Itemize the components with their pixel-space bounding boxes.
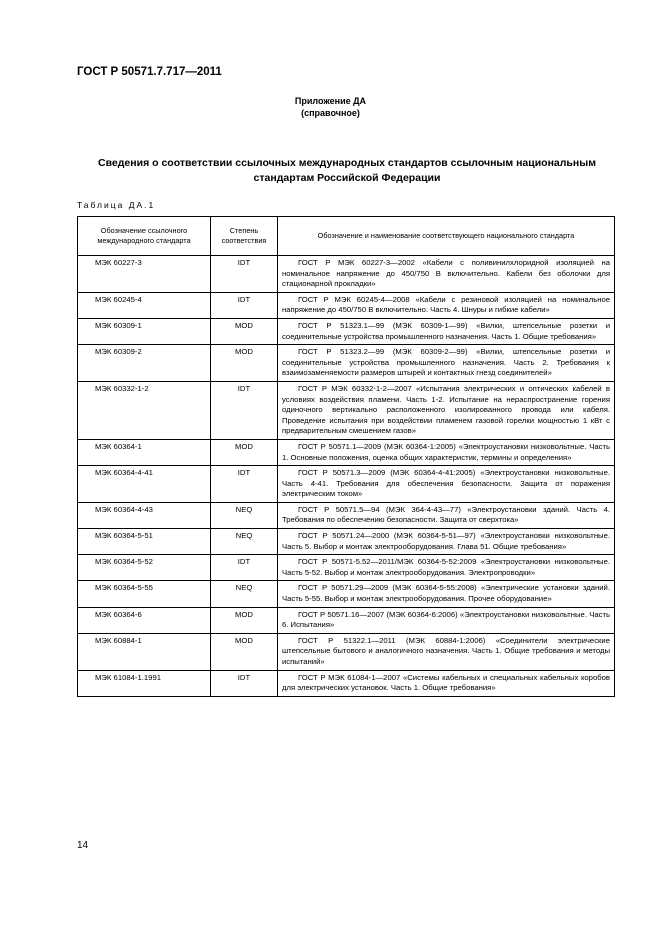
national-standard-cell: ГОСТ Р МЭК 60227-3—2002 «Кабели с поливинилхлоридной изоляцией на номинальное напряжение до 450/750 В включительно. Кабели без оболочки для стационарной прокладки» <box>278 256 615 293</box>
table-row <box>78 581 615 607</box>
table-row <box>78 318 615 344</box>
degree-cell: NEQ <box>211 502 278 528</box>
ref-standard-cell: МЭК 60364-5-55 <box>78 581 211 607</box>
ref-standard-cell: МЭК 60309-1 <box>78 318 211 344</box>
national-standard-cell: ГОСТ Р 50571.5—94 (МЭК 364-4-43—77) «Электроустановки зданий. Часть 4. Требования по обеспечению безопасности. Защита от сверхтока» <box>278 502 615 528</box>
table-row <box>78 466 615 503</box>
national-standard-cell: ГОСТ Р МЭК 61084-1—2007 «Системы кабельных и специальных кабельных коробов для электрических установок. Часть 1. Общие требования» <box>278 670 615 696</box>
degree-cell: IDT <box>211 292 278 318</box>
ref-standard-cell: МЭК 60332-1-2 <box>78 381 211 439</box>
national-standard-cell: ГОСТ Р 50571.24—2000 (МЭК 60364-5-51—97) «Электроустановки низковольтные. Часть 5. Выбор и монтаж электрооборудования. Глава 51. Общие требования» <box>278 529 615 555</box>
ref-standard-cell: МЭК 60309-2 <box>78 345 211 382</box>
ref-standard-cell: МЭК 60364-4-43 <box>78 502 211 528</box>
table-row <box>78 529 615 555</box>
annex-type: (справочное) <box>301 108 360 118</box>
header-ref-standard: Обозначение ссылочного международного стандарта <box>78 217 211 256</box>
degree-cell: MOD <box>211 345 278 382</box>
table-row <box>78 345 615 382</box>
table-row <box>78 256 615 293</box>
table-row <box>78 633 615 670</box>
national-standard-cell: ГОСТ Р МЭК 60332-1-2—2007 «Испытания электрических и оптических кабелей в условиях воздействия пламени. Часть 1-2. Испытание на нераспространение горения одиночного вертикально расположенного изолированного провода или кабеля. Проведение испытания при воздействии пламенем газовой горелки мощностью 1 кВт с предварительным смешением газов» <box>278 381 615 439</box>
ref-standard-cell: МЭК 60364-5-51 <box>78 529 211 555</box>
degree-cell: MOD <box>211 318 278 344</box>
degree-cell: IDT <box>211 555 278 581</box>
ref-standard-cell: МЭК 60364-4-41 <box>78 466 211 503</box>
table-caption: Таблица ДА.1 <box>77 200 156 210</box>
degree-cell: IDT <box>211 670 278 696</box>
degree-cell: MOD <box>211 607 278 633</box>
national-standard-cell: ГОСТ Р 50571-5.52—2011/МЭК 60364-5-52:2009 «Электроустановки низковольтные. Часть 5-52. Выбор и монтаж электрооборудования. Электропроводки» <box>278 555 615 581</box>
degree-cell: IDT <box>211 256 278 293</box>
annex-title: Приложение ДА <box>294 96 367 106</box>
degree-cell: MOD <box>211 439 278 465</box>
ref-standard-cell: МЭК 60364-5-52 <box>78 555 211 581</box>
degree-cell: IDT <box>211 466 278 503</box>
national-standard-cell: ГОСТ Р 50571.16—2007 (МЭК 60364-6:2006) «Электроустановки низковольтные. Часть 6. Испытания» <box>278 607 615 633</box>
header-degree: Степень соответствия <box>211 217 278 256</box>
national-standard-cell: ГОСТ Р 51323.2—99 (МЭК 60309-2—99) «Вилки, штепсельные розетки и соединительные устройства промышленного назначения. Часть 2. Требования к взаимозаменяемости размеров штырей и контактных гнезд соединителей» <box>278 345 615 382</box>
ref-standard-cell: МЭК 60364-6 <box>78 607 211 633</box>
national-standard-cell: ГОСТ Р 51322.1—2011 (МЭК 60884-1:2006) «Соединители электрические штепсельные бытового и аналогичного назначения. Часть 1. Общие требования и методы испытаний» <box>278 633 615 670</box>
degree-cell: IDT <box>211 381 278 439</box>
ref-standard-cell: МЭК 60245-4 <box>78 292 211 318</box>
national-standard-cell: ГОСТ Р 51323.1—99 (МЭК 60309-1—99) «Вилки, штепсельные розетки и соединительные устройства промышленного назначения. Часть 1. Общие требования» <box>278 318 615 344</box>
header-national-standard: Обозначение и наименование соответствующего национального стандарта <box>278 217 615 256</box>
table-header-row <box>78 217 615 256</box>
table-row <box>78 607 615 633</box>
table-row <box>78 381 615 439</box>
national-standard-cell: ГОСТ Р 50571.3—2009 (МЭК 60364-4-41:2005) «Электроустановки низковольтные. Часть 4-41. Требования для обеспечения безопасности. Защита от поражения электрическим током» <box>278 466 615 503</box>
degree-cell: MOD <box>211 633 278 670</box>
table-row <box>78 292 615 318</box>
ref-standard-cell: МЭК 60227-3 <box>78 256 211 293</box>
ref-standard-cell: МЭК 61084-1.1991 <box>78 670 211 696</box>
table-row <box>78 502 615 528</box>
national-standard-cell: ГОСТ Р МЭК 60245-4—2008 «Кабели с резиновой изоляцией на номинальное напряжение до 450/750 В включительно. Часть 4. Шнуры и гибкие кабели» <box>278 292 615 318</box>
degree-cell: NEQ <box>211 529 278 555</box>
correspondence-table <box>77 216 615 697</box>
table-row <box>78 555 615 581</box>
document-code: ГОСТ Р 50571.7.717—2011 <box>77 66 222 78</box>
table-row <box>78 439 615 465</box>
ref-standard-cell: МЭК 60884-1 <box>78 633 211 670</box>
page-number: 14 <box>77 840 89 851</box>
ref-standard-cell: МЭК 60364-1 <box>78 439 211 465</box>
national-standard-cell: ГОСТ Р 50571.29—2009 (МЭК 60364-5-55:2008) «Электрические установки зданий. Часть 5-55. Выбор и монтаж электрооборудования. Прочее оборудование» <box>278 581 615 607</box>
table-row <box>78 670 615 696</box>
national-standard-cell: ГОСТ Р 50571.1—2009 (МЭК 60364-1:2005) «Электроустановки низковольтные. Часть 1. Основные положения, оценка общих характеристик, термины и определения» <box>278 439 615 465</box>
section-heading: Сведения о соответствии ссылочных международных стандартов ссылочным национальным стандартам Российской Федерации <box>98 157 596 184</box>
degree-cell: NEQ <box>211 581 278 607</box>
